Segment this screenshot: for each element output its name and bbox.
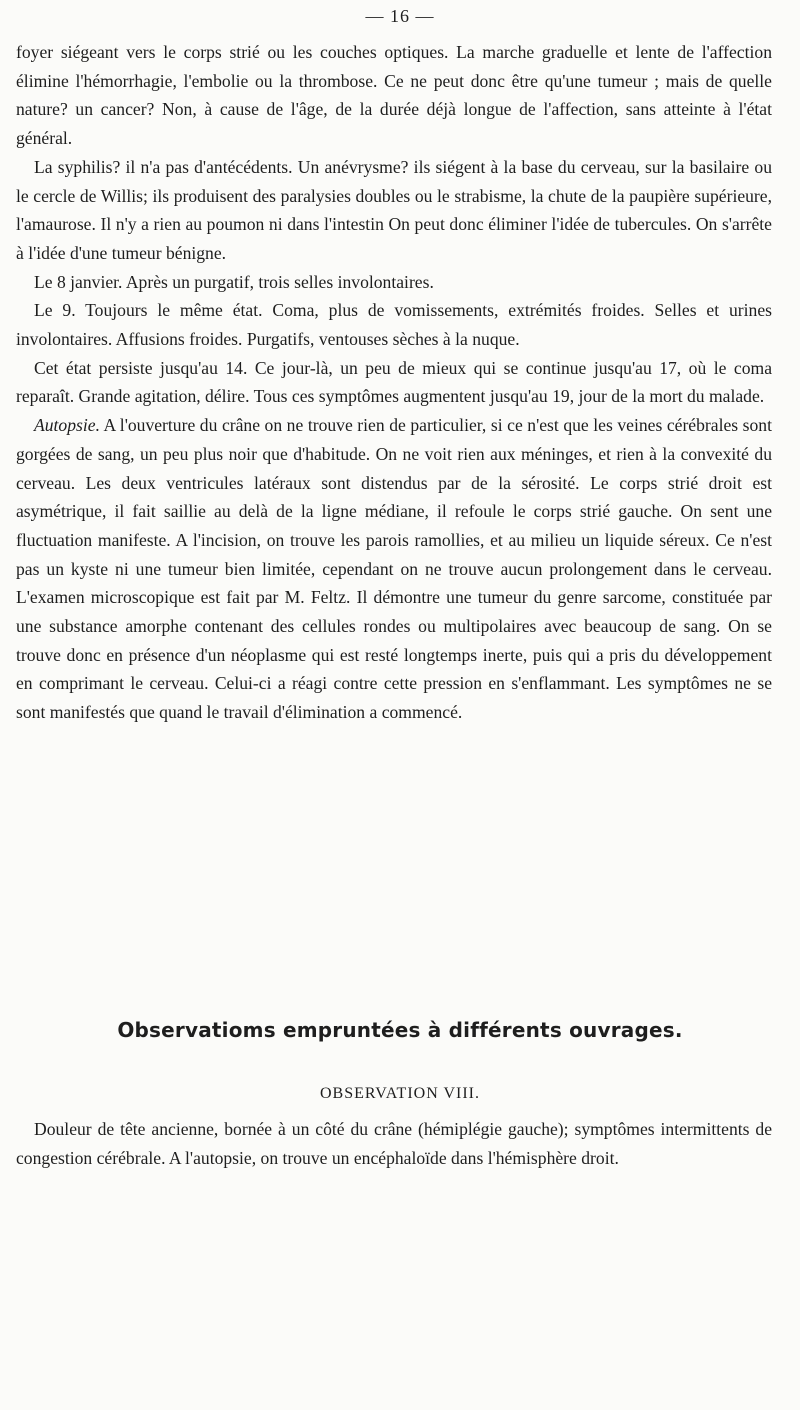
observation-summary [16,1115,772,1172]
observation-text: Douleur de tête ancienne, bornée à un côté du crâne (hémiplégie gauche); symptômes intermittents de congestion cérébrale. A l'autopsie, on trouve un encéphaloïde dans l'hémisphère droit. [16,1119,772,1168]
autopsy-text: A l'ouverture du crâne on ne trouve rien de particulier, si ce n'est que les veines cérébrales sont gorgées de sang, un peu plus noir que d'habitude. On ne voit rien aux méninges, et rien à la convexité du cerveau. Les deux ventricules latéraux sont distendus par de la sérosité. Le corps strié droit est asymétrique, il fait saillie au delà de la ligne médiane, il refoule le corps strié gauche. On sent une fluctuation manifeste. A l'incision, on trouve les parois ramollies, et au milieu un liquide séreux. Ce n'est pas un kyste ni une tumeur bien limitée, cependant on ne trouve aucun prolongement dans le cerveau. L'examen microscopique est fait par M. Feltz. Il démontre une tumeur du genre sarcome, constituée par une substance amorphe contenant des cellules rondes ou multipolaires avec beaucoup de sang. On se trouve donc en présence d'un néoplasme qui est resté longtemps inerte, puis qui a pris du développement en comprimant le cerveau. Celui-ci a réagi contre cette pression en s'enflammant. Les symptômes ne se sont manifestés que quand le travail d'élimination a commencé. [16,415,772,723]
paragraph-january-8: Le 8 janvier. Après un purgatif, trois selles involontaires. [34,271,434,292]
case-description [16,38,772,727]
observation-title: OBSERVATION VIII. [319,1085,481,1102]
paragraph-autopsy [16,411,772,727]
autopsy-label: Autopsie. [34,415,100,436]
section-heading: Observatioms empruntées à différents ouvrages. [117,1018,683,1042]
page-number: — 16 — [365,6,435,26]
paragraph-differential: La syphilis? il n'a pas d'antécédents. Un anévrysme? ils siégent à la base du cerveau, sur la basilaire ou le cercle de Willis; ils produisent des paralysies doubles ou le strabisme, la chute de la paupière supérieure, l'amaurose. Il n'y a rien au poumon ni dans l'intestin On peut donc éliminer l'idée de tubercules. On s'arrête à l'idée d'une tumeur bénigne. [16,156,772,263]
paragraph-january-9: Le 9. Toujours le même état. Coma, plus de vomissements, extrémités froides. Selles et urines involontaires. Affusions froides. Purgatifs, ventouses sèches à la nuque. [16,300,772,350]
paragraph-diagnosis: foyer siégeant vers le corps strié ou les couches optiques. La marche graduelle et lente de l'affection élimine l'hémorrhagie, l'embolie ou la thrombose. Ce ne peut donc être qu'une tumeur ; mais de quelle nature? un cancer? Non, à cause de l'âge, de la durée déjà longue de l'affection, sans atteinte à l'état général. [16,42,772,149]
paragraph-evolution: Cet état persiste jusqu'au 14. Ce jour-là, un peu de mieux qui se continue jusqu'au 17, où le coma reparaît. Grande agitation, délire. Tous ces symptômes augmentent jusqu'au 19, jour de la mort du malade. [16,357,772,407]
